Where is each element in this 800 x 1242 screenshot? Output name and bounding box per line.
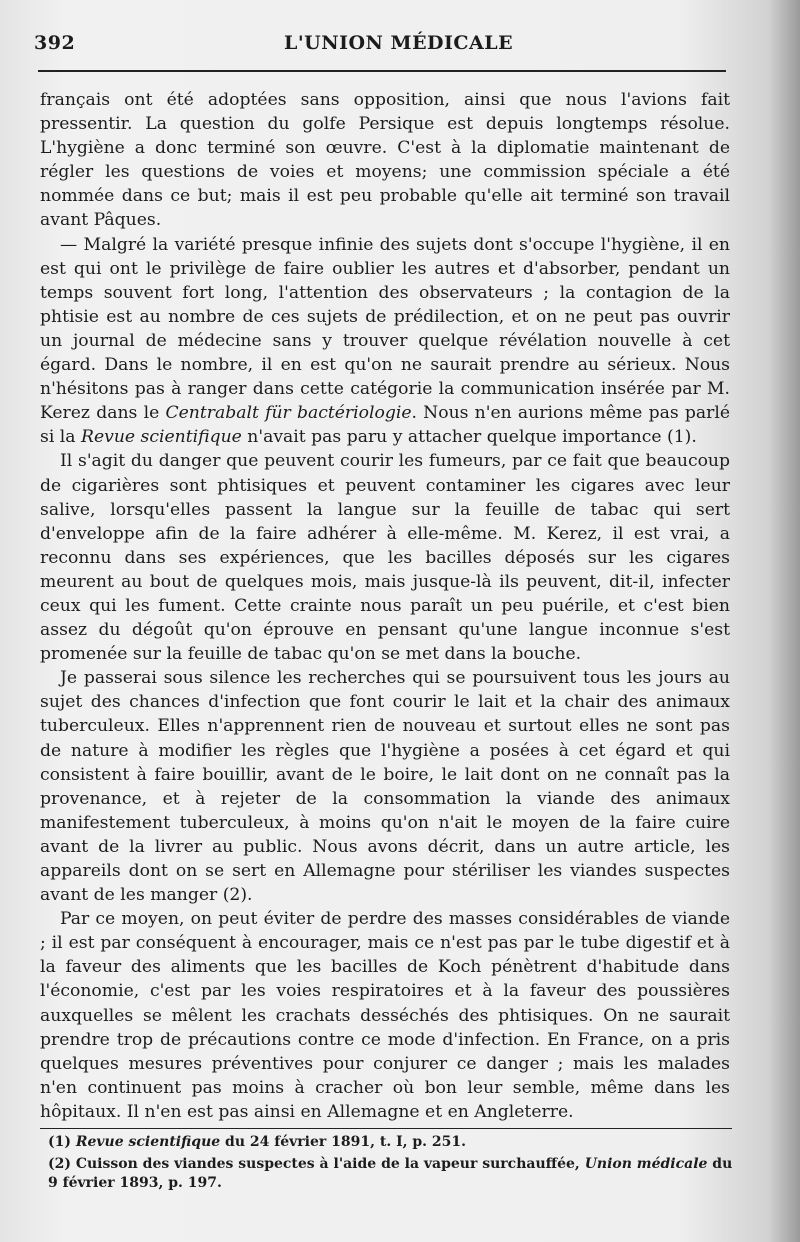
paragraph: français ont été adoptées sans opposition, ainsi que nous l'avions fait pressentir. La question du golfe Persique est depuis longtemps résolue. L'hygiène a donc terminé son œuvre. C'est à la diplomatie maintenant de régler les questions de voies et moyens; une commission spéciale a été nommée dans ce but; mais il est peu probable qu'elle ait terminé son travail avant Pâques. [40, 90, 730, 231]
page-number: 392 [34, 32, 76, 54]
italic-title: Revue scientifique [81, 427, 242, 448]
paragraph: Il s'agit du danger que peuvent courir les fumeurs, par ce fait que beaucoup de cigarières sont phtisiques et peuvent contaminer les cigares avec leur salive, lorsqu'elles passent la langue sur la feuille de tabac qui sert d'enveloppe afin de la faire adhérer à elle-même. M. Kerez, il est vrai, a reconnu dans ses expériences, que les bacilles déposés sur les cigares meurent au bout de quelques mois, mais jusque-là ils peuvent, dit-il, infecter ceux qui les fument. Cette crainte nous paraît un peu puérile, et c'est bien assez du dégoût qu'on éprouve en pensant qu'une langue inconnue s'est promenée sur la feuille de tabac qu'on se met dans la bouche. [40, 451, 730, 665]
footnote-rule [40, 1128, 732, 1129]
italic-title: Union médicale [584, 1156, 708, 1172]
footnote: (2) Cuisson des viandes suspectes à l'aide de la vapeur surchauffée, Union médicale du 9 février 1893, p. 197. [48, 1156, 733, 1191]
paragraph: Je passerai sous silence les recherches qui se poursuivent tous les jours au sujet des chances d'infection que font courir le lait et la chair des animaux tuberculeux. Elles n'apprennent rien de nouveau et surtout elles ne sont pas de nature à modifier les règles que l'hygiène a posées à cet égard et qui consistent à faire bouillir, avant de le boire, le lait dont on ne connaît pas la provenance, et à rejeter de la consommation la viande des animaux manifestement tuberculeux, à moins qu'on n'ait le moyen de la faire cuire avant de la livrer au public. Nous avons décrit, dans un autre article, les appareils dont on se sert en Allemagne pour stériliser les viandes suspectes avant de les manger (2). [40, 668, 730, 906]
italic-title: Centrabalt für bactériologie [165, 403, 412, 424]
page-header [34, 30, 724, 60]
running-title: L'UNION MÉDICALE [284, 32, 514, 54]
paragraph: — Malgré la variété presque infinie des sujets dont s'occupe l'hygiène, il en est qui ont le privilège de faire oublier les autres et d'absorber, pendant un temps souvent fort long, l'attention des observateurs ; la contagion de la phtisie est au nombre de ces sujets de prédilection, et on ne peut pas ouvrir un journal de médecine sans y trouver quelque révélation nouvelle à cet égard. Dans le nombre, il en est qu'on ne saurait prendre au sérieux. Nous n'hésitons pas à ranger dans cette catégorie la communication insérée par M. Kerez dans le Centrabalt für bactériologie. Nous n'en aurions même pas parlé si la Revue scientifique n'avait pas paru y attacher quelque importance (1). [40, 234, 730, 448]
footnotes [48, 1133, 738, 1196]
italic-title: Revue scientifique [75, 1134, 221, 1150]
footnote: (1) Revue scientifique du 24 février 1891, t. I, p. 251. [48, 1134, 467, 1150]
header-rule [38, 70, 726, 72]
paragraph: Par ce moyen, on peut éviter de perdre des masses considérables de viande ; il est par conséquent à encourager, mais ce n'est pas par le tube digestif et à la faveur des aliments que les bacilles de Koch pénètrent d'habitude dans l'économie, c'est par les voies respiratoires et à la faveur des poussières auxquelles se mêlent les crachats desséchés des phtisiques. On ne saurait prendre trop de précautions contre ce mode d'infection. En France, on a pris quelques mesures préventives pour conjurer ce danger ; mais les malades n'en continuent pas moins à cracher où bon leur semble, même dans les hôpitaux. Il n'en est pas ainsi en Allemagne et en Angleterre. [40, 909, 730, 1122]
article-body [40, 88, 730, 1124]
